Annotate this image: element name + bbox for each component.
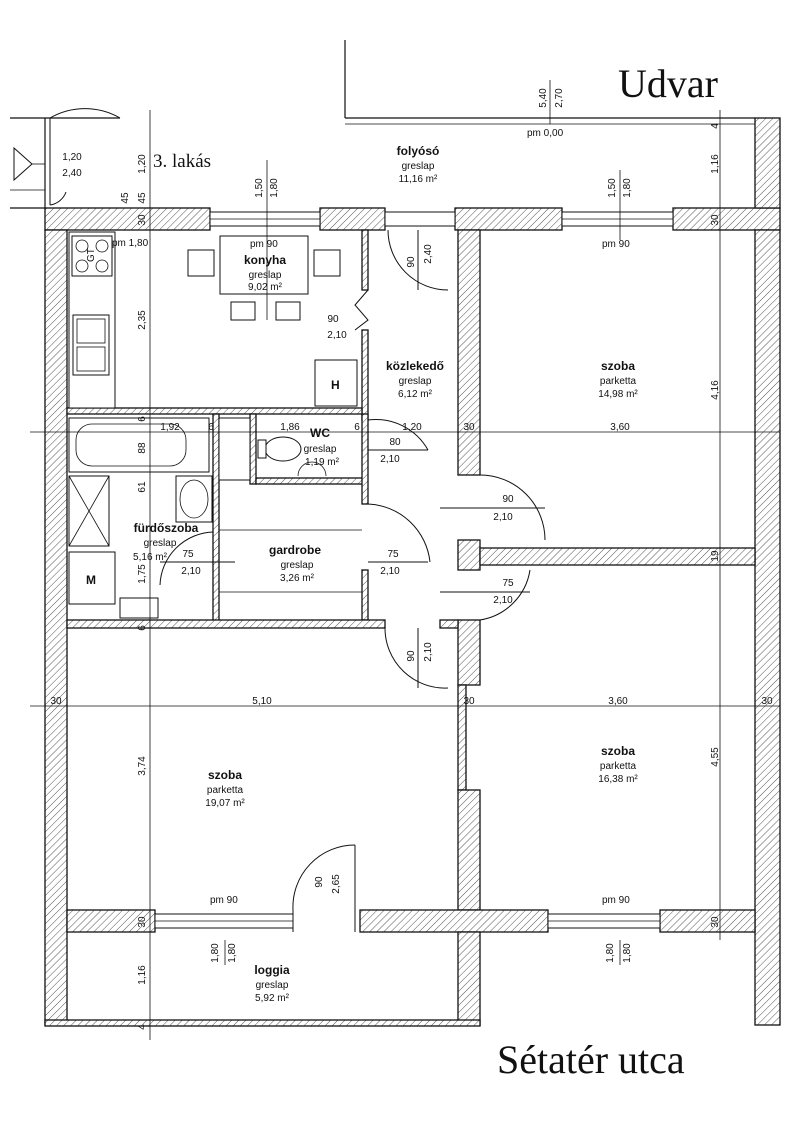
bathroom-fixtures xyxy=(69,418,326,618)
level-label: pm 90 xyxy=(602,239,630,250)
dim-label: 6 xyxy=(208,422,214,433)
dim-label: 1,80 xyxy=(622,178,633,198)
dim-label: 4 xyxy=(710,123,721,129)
dim-label: 1,16 xyxy=(137,965,148,985)
room-name: szoba xyxy=(600,359,636,373)
dim-label: 2,10 xyxy=(493,595,513,606)
kitchen-furniture xyxy=(69,232,357,408)
dim-label: 90 xyxy=(406,650,417,662)
entrance-door xyxy=(50,109,120,205)
dim-label: 75 xyxy=(502,578,514,589)
dim-label: 5,10 xyxy=(252,696,272,707)
dim-label: 3,60 xyxy=(610,422,630,433)
room-floor: greslap xyxy=(398,376,432,387)
room-area: 14,98 m² xyxy=(598,389,638,400)
dim-label: 1,80 xyxy=(605,943,616,963)
room-area: 9,02 m² xyxy=(248,282,282,293)
dim-label: 1,50 xyxy=(254,178,265,198)
dim-label: 1,80 xyxy=(227,943,238,963)
dim-label: 1,80 xyxy=(269,178,280,198)
dim-label: 30 xyxy=(50,696,62,707)
room-floor: greslap xyxy=(143,538,177,549)
boiler-label: H xyxy=(331,378,340,392)
dim-label: 75 xyxy=(182,549,194,560)
level-label: pm 1,80 xyxy=(112,238,149,249)
walls xyxy=(45,118,780,1026)
dim-label: 6 xyxy=(137,625,148,631)
room-name: folyósó xyxy=(396,144,440,158)
dim-label: 1,75 xyxy=(137,564,148,584)
dim-label: 90 xyxy=(502,494,514,505)
level-label: pm 90 xyxy=(602,895,630,906)
room-floor: greslap xyxy=(303,444,337,455)
dim-label: 2,40 xyxy=(62,168,82,179)
room-name: loggia xyxy=(254,963,290,977)
dim-label: 45 xyxy=(137,192,148,204)
dim-label: 30 xyxy=(710,916,721,928)
dim-label: 4,55 xyxy=(710,747,721,767)
dim-label: 2,40 xyxy=(423,244,434,264)
level-label: pm 90 xyxy=(250,239,278,250)
room-area: 1,19 m² xyxy=(305,457,339,468)
room-floor: greslap xyxy=(248,270,282,281)
apartment-label: 3. lakás xyxy=(153,151,212,172)
room-name: fürdőszoba xyxy=(133,521,199,535)
room-name: gardrobe xyxy=(268,543,322,557)
courtyard-label: Udvar xyxy=(618,61,718,106)
dim-label: 1,80 xyxy=(210,943,221,963)
dim-label: 2,35 xyxy=(137,310,148,330)
dim-label: 2,70 xyxy=(554,88,565,108)
dim-label: 1,16 xyxy=(710,154,721,174)
room-floor: greslap xyxy=(255,980,289,991)
dim-label: 2,10 xyxy=(380,454,400,465)
dim-label: 2,10 xyxy=(181,566,201,577)
dim-label: 30 xyxy=(463,696,475,707)
room-floor: parketta xyxy=(599,761,637,772)
dim-label: 2,65 xyxy=(331,874,342,894)
dim-label: 1,86 xyxy=(280,422,300,433)
dim-label: 3,74 xyxy=(137,756,148,776)
dim-label: 90 xyxy=(327,314,339,325)
dim-label: 2,10 xyxy=(493,512,513,523)
dim-label: 88 xyxy=(137,442,148,454)
dim-label: 1,80 xyxy=(622,943,633,963)
dim-label: 75 xyxy=(387,549,399,560)
room-area: 6,12 m² xyxy=(398,389,432,400)
room-name: szoba xyxy=(600,744,636,758)
room-area: 19,07 m² xyxy=(205,798,245,809)
room-floor: parketta xyxy=(599,376,637,387)
dim-label: 90 xyxy=(406,256,417,268)
dim-label: 90 xyxy=(314,876,325,888)
room-area: 16,38 m² xyxy=(598,774,638,785)
dim-label: 80 xyxy=(389,437,401,448)
street-label: Sétatér utca xyxy=(497,1037,685,1082)
dim-label: 19 xyxy=(710,550,721,562)
dim-label: 1,20 xyxy=(62,152,82,163)
washer-label: M xyxy=(86,573,96,587)
room-floor: parketta xyxy=(206,785,244,796)
room-name: konyha xyxy=(243,253,287,267)
dim-label: 2,10 xyxy=(423,642,434,662)
stove-label: GT xyxy=(86,248,97,262)
dim-label: 1,20 xyxy=(402,422,422,433)
dim-label: 6 xyxy=(137,416,148,422)
room-name: szoba xyxy=(207,768,243,782)
dim-label: 30 xyxy=(137,214,148,226)
dim-label: 4 xyxy=(137,1024,148,1030)
dim-label: 2,10 xyxy=(380,566,400,577)
dim-label: 45 xyxy=(120,192,131,204)
dim-label: 30 xyxy=(463,422,475,433)
room-area: 3,26 m² xyxy=(280,573,314,584)
dim-label: 30 xyxy=(710,214,721,226)
dim-label: 3,60 xyxy=(608,696,628,707)
dim-label: 6 xyxy=(354,422,360,433)
dim-label: 5,40 xyxy=(538,88,549,108)
room-area: 11,16 m² xyxy=(398,174,438,185)
room-floor: greslap xyxy=(401,161,435,172)
dim-label: 1,92 xyxy=(160,422,180,433)
dim-label: 1,20 xyxy=(137,154,148,174)
dim-label: 61 xyxy=(137,481,148,493)
stair-arrow-icon xyxy=(14,148,45,180)
room-area: 5,16 m² xyxy=(133,552,167,563)
room-area: 5,92 m² xyxy=(255,993,289,1004)
room-name: WC xyxy=(310,426,330,440)
dim-label: 30 xyxy=(761,696,773,707)
level-label: pm 90 xyxy=(210,895,238,906)
dim-label: 2,10 xyxy=(327,330,347,341)
level-label: pm 0,00 xyxy=(527,128,564,139)
room-name: közlekedő xyxy=(385,359,445,373)
dim-label: 30 xyxy=(137,916,148,928)
room-floor: greslap xyxy=(280,560,314,571)
dim-label: 1,50 xyxy=(607,178,618,198)
dim-label: 4,16 xyxy=(710,380,721,400)
